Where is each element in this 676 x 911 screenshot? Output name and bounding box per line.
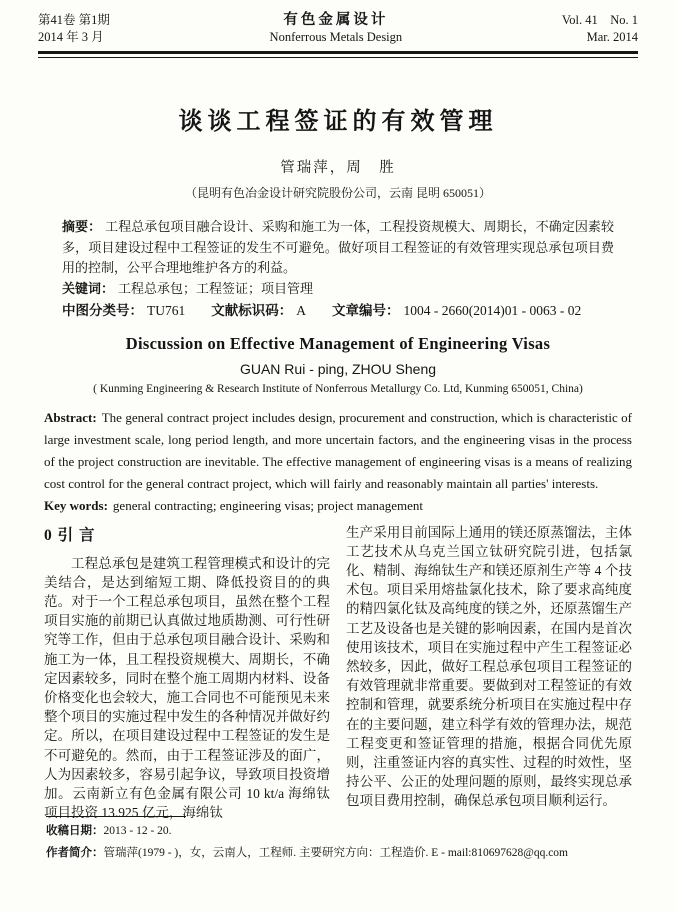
- issue-date-en: Mar. 2014: [586, 30, 638, 44]
- author-bio-label: 作者简介：: [46, 847, 104, 859]
- left-column: [44, 523, 330, 823]
- journal-header: [0, 0, 676, 46]
- right-column: [346, 523, 632, 823]
- body-paragraph-left: 工程总承包是建筑工程管理模式和设计的完美结合，是达到缩短工期、降低投资目的的典范。对于一个工程总承包项目，虽然在整个工程项目实施的前期已认真做过地质勘测、可行性研究等工作，但由于总承包项目融合设计、采购和施工为一体，且工程投资规模大、周期长，不确定因素较多，同时在整个施工周期内材料、设备价格变化也会较大，施工合同也不可能预见未来整个项目的实施过程中发生的各种情况并做好约定。所以，在项目建设过程中工程签证的发生是不可避免的。然而，由于工程签证涉及的面广，人为因素较多，容易引起争议，导致项目投资增加。云南新立有色金属有限公司 10 kt/a 海绵钛项目投资 13.925 亿元，海绵钛: [44, 555, 330, 821]
- keywords-en: [44, 495, 632, 517]
- section-heading-introduction: 0 引 言: [44, 526, 96, 544]
- abstract-label-cn: 摘要：: [62, 219, 102, 234]
- abstract-block-en: [44, 407, 632, 517]
- article-title-cn: 谈谈工程签证的有效管理: [178, 109, 498, 135]
- classification-line: [62, 301, 614, 322]
- abstract-en: [44, 407, 632, 495]
- body-paragraph-right: 生产采用目前国际上通用的镁还原蒸馏法，主体工艺技术从乌克兰国立钛研究院引进，包括氯化、精制、海绵钛生产和镁还原剂生产等 4 个技术包。项目采用熔盐氯化技术，除了要求高纯度的精四氯化钛及高纯度的镁之外，还原蒸馏生产工艺及设备也是关键的影响因素，在国内是首次使用该技术，项目在实施过程中产生工程签证必然较多，因此，做好工程总承包项目工程签证的有效管理就非常重要。要做到对工程签证的有效控制和管理，就要系统分析项目在实施过程中存在的主要问题，建立科学有效的管理办法，规范工程变更和签证管理的措施，根据合同优先原则，注重签证内容的真实性、过程的时效性，坚持公平、公正的处理问题的原则，最终实现总承包项目费用控制，确保总承包项目顺利运行。: [346, 524, 632, 809]
- footnote-rule: [46, 816, 186, 817]
- doc-code: A: [296, 303, 306, 318]
- clc-number: TU761: [147, 303, 186, 318]
- abstract-text-en: The general contract project includes design, procurement and construction, which is characteristic of large investment scale, long period length, and more uncertain factors, and the engineering visas in the process of the project construction are inevitable. The effective management of engineering visas is a means of realizing cost control for the general contract project, which will fairly and reasonably maintain all parties' interests.: [44, 409, 632, 491]
- journal-name-cn: 有色金属设计: [283, 12, 389, 28]
- article-title-en: Discussion on Effective Management of Engineering Visas: [125, 333, 551, 353]
- authors-cn: 管瑞萍，周 胜: [280, 160, 396, 176]
- issue-volume-cn: 第41卷 第1期: [38, 13, 110, 27]
- body-columns: [44, 523, 632, 823]
- doc-code-label: 文献标识码：: [211, 303, 293, 318]
- article-id-label: 文章编号：: [332, 303, 400, 318]
- received-date-label: 收稿日期：: [46, 825, 104, 837]
- clc-label: 中图分类号：: [62, 303, 143, 318]
- keywords-text-en: general contracting; engineering visas; project management: [112, 497, 423, 513]
- authors-en: GUAN Rui - ping, ZHOU Sheng: [239, 360, 437, 377]
- issue-date-cn: 2014 年 3 月: [38, 30, 104, 44]
- affiliation-en: ( Kunming Engineering & Research Institute of Nonferrous Metallurgy Co. Ltd, Kunming 650051, China): [93, 382, 583, 395]
- keywords-text-cn: 工程总承包；工程签证；项目管理: [118, 280, 314, 296]
- issue-info: [38, 12, 110, 46]
- article-id: 1004 - 2660(2014)01 - 0063 - 02: [403, 303, 582, 318]
- author-bio-line: [46, 842, 636, 864]
- abstract-block-cn: [62, 217, 614, 322]
- keywords-label-cn: 关键词：: [62, 280, 115, 296]
- affiliation-cn: （昆明有色冶金设计研究院股份公司，云南 昆明 650051）: [184, 186, 491, 200]
- abstract-text-cn: 工程总承包项目融合设计、采购和施工为一体，工程投资规模大、周期长，不确定因素较多，项目建设过程中工程签证的发生不可避免。做好项目工程签证的有效管理实现总承包项目费用的控制，公平合理地维护各方的利益。: [62, 219, 614, 275]
- volume-number-en: Vol. 41 No. 1: [561, 13, 638, 27]
- author-bio: 管瑞萍(1979 - )，女，云南人，工程师. 主要研究方向：工程造价. E - mail:810697628@qq.com: [103, 847, 568, 859]
- footnote-block: [46, 816, 636, 864]
- keywords-label-en: Key words:: [44, 497, 108, 513]
- journal-name-block: [270, 12, 403, 46]
- volume-info-en: [562, 12, 638, 46]
- received-date-line: [46, 820, 636, 842]
- abstract-cn: [62, 217, 614, 279]
- abstract-label-en: Abstract:: [44, 409, 97, 425]
- received-date: 2013 - 12 - 20.: [103, 825, 172, 837]
- journal-name-en: Nonferrous Metals Design: [269, 30, 403, 44]
- keywords-cn: [62, 279, 614, 300]
- header-rule: [38, 51, 638, 58]
